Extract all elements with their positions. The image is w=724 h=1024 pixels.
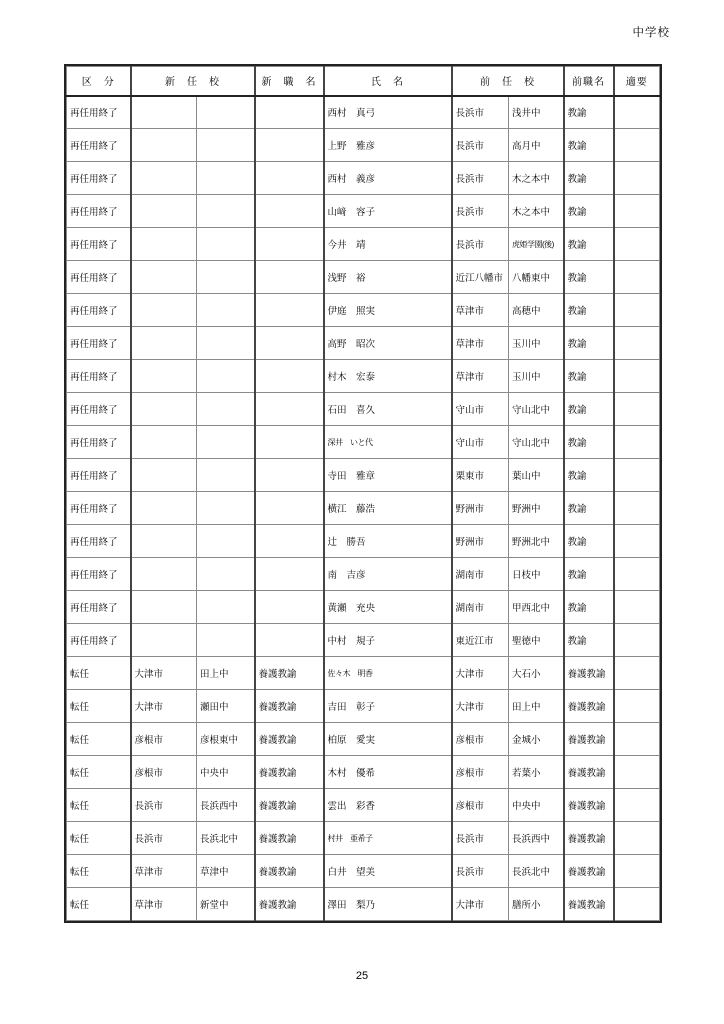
cell-prev-title: 教諭 bbox=[564, 327, 614, 360]
table-row bbox=[67, 228, 660, 261]
cell-prev-city: 草津市 bbox=[452, 327, 509, 360]
cell-name: 雲出 彩香 bbox=[324, 789, 452, 822]
cell-kubun: 転任 bbox=[67, 690, 131, 723]
cell-new-city bbox=[131, 426, 197, 459]
cell-name: 木村 優希 bbox=[324, 756, 452, 789]
page-number: 25 bbox=[355, 970, 369, 982]
cell-note bbox=[614, 261, 660, 294]
cell-prev-title: 教諭 bbox=[564, 624, 614, 657]
cell-name: 西村 真弓 bbox=[324, 96, 452, 129]
cell-note bbox=[614, 327, 660, 360]
cell-new-city bbox=[131, 129, 197, 162]
cell-prev-school: 八幡東中 bbox=[509, 261, 564, 294]
cell-note bbox=[614, 492, 660, 525]
cell-new-school bbox=[197, 294, 255, 327]
cell-new-city bbox=[131, 591, 197, 624]
cell-new-school bbox=[197, 327, 255, 360]
cell-kubun: 転任 bbox=[67, 822, 131, 855]
cell-prev-title: 教諭 bbox=[564, 558, 614, 591]
table-row bbox=[67, 756, 660, 789]
cell-prev-city: 守山市 bbox=[452, 393, 509, 426]
cell-kubun: 転任 bbox=[67, 756, 131, 789]
cell-prev-city: 湖南市 bbox=[452, 591, 509, 624]
cell-prev-title: 教諭 bbox=[564, 360, 614, 393]
cell-prev-school: 守山北中 bbox=[509, 393, 564, 426]
cell-prev-school: 聖徳中 bbox=[509, 624, 564, 657]
cell-name: 山﨑 容子 bbox=[324, 195, 452, 228]
cell-new-title bbox=[255, 492, 324, 525]
cell-prev-title: 教諭 bbox=[564, 426, 614, 459]
cell-prev-city: 長浜市 bbox=[452, 822, 509, 855]
cell-new-title bbox=[255, 294, 324, 327]
cell-prev-school: 日枝中 bbox=[509, 558, 564, 591]
cell-kubun: 再任用終了 bbox=[67, 327, 131, 360]
cell-prev-title: 教諭 bbox=[564, 261, 614, 294]
cell-new-title bbox=[255, 624, 324, 657]
cell-new-city bbox=[131, 162, 197, 195]
cell-prev-city: 長浜市 bbox=[452, 195, 509, 228]
table-row bbox=[67, 492, 660, 525]
cell-note bbox=[614, 525, 660, 558]
cell-kubun: 再任用終了 bbox=[67, 360, 131, 393]
cell-name: 南 吉彦 bbox=[324, 558, 452, 591]
table-header bbox=[67, 67, 660, 96]
cell-new-title bbox=[255, 459, 324, 492]
cell-prev-city: 大津市 bbox=[452, 888, 509, 921]
cell-prev-city: 近江八幡市 bbox=[452, 261, 509, 294]
cell-note bbox=[614, 723, 660, 756]
cell-kubun: 再任用終了 bbox=[67, 228, 131, 261]
cell-prev-title: 養護教諭 bbox=[564, 723, 614, 756]
cell-new-school bbox=[197, 426, 255, 459]
cell-prev-school: 玉川中 bbox=[509, 360, 564, 393]
header-new-school: 新 任 校 bbox=[131, 67, 255, 96]
table-row bbox=[67, 96, 660, 129]
header-kubun: 区 分 bbox=[67, 67, 131, 96]
cell-new-title: 養護教諭 bbox=[255, 723, 324, 756]
table-body bbox=[67, 96, 660, 921]
cell-prev-title: 養護教諭 bbox=[564, 690, 614, 723]
cell-new-city bbox=[131, 228, 197, 261]
cell-new-school: 彦根東中 bbox=[197, 723, 255, 756]
table-row bbox=[67, 261, 660, 294]
table-row bbox=[67, 459, 660, 492]
cell-new-city: 草津市 bbox=[131, 888, 197, 921]
cell-note bbox=[614, 228, 660, 261]
cell-kubun: 転任 bbox=[67, 723, 131, 756]
cell-new-school bbox=[197, 459, 255, 492]
cell-new-title bbox=[255, 525, 324, 558]
cell-name: 深井 いと代 bbox=[324, 426, 452, 459]
cell-kubun: 再任用終了 bbox=[67, 162, 131, 195]
cell-name: 寺田 雅章 bbox=[324, 459, 452, 492]
table-row bbox=[67, 294, 660, 327]
cell-new-city: 長浜市 bbox=[131, 822, 197, 855]
personnel-table bbox=[66, 66, 660, 921]
cell-kubun: 再任用終了 bbox=[67, 426, 131, 459]
cell-note bbox=[614, 96, 660, 129]
cell-new-city bbox=[131, 393, 197, 426]
cell-prev-title: 教諭 bbox=[564, 195, 614, 228]
cell-new-title bbox=[255, 195, 324, 228]
cell-new-title bbox=[255, 162, 324, 195]
cell-prev-city: 栗東市 bbox=[452, 459, 509, 492]
cell-prev-city: 長浜市 bbox=[452, 129, 509, 162]
cell-new-title bbox=[255, 558, 324, 591]
cell-name: 辻 勝吾 bbox=[324, 525, 452, 558]
cell-prev-school: 長浜西中 bbox=[509, 822, 564, 855]
cell-name: 西村 義彦 bbox=[324, 162, 452, 195]
cell-note bbox=[614, 558, 660, 591]
cell-new-title bbox=[255, 426, 324, 459]
cell-name: 村木 宏泰 bbox=[324, 360, 452, 393]
cell-note bbox=[614, 129, 660, 162]
cell-prev-school: 甲西北中 bbox=[509, 591, 564, 624]
cell-kubun: 転任 bbox=[67, 888, 131, 921]
cell-note bbox=[614, 624, 660, 657]
cell-kubun: 再任用終了 bbox=[67, 525, 131, 558]
cell-prev-city: 長浜市 bbox=[452, 96, 509, 129]
cell-prev-title: 教諭 bbox=[564, 129, 614, 162]
cell-new-city bbox=[131, 294, 197, 327]
cell-kubun: 再任用終了 bbox=[67, 129, 131, 162]
cell-new-title: 養護教諭 bbox=[255, 888, 324, 921]
cell-new-school bbox=[197, 591, 255, 624]
cell-prev-school: 葉山中 bbox=[509, 459, 564, 492]
cell-new-city bbox=[131, 195, 197, 228]
cell-new-city bbox=[131, 96, 197, 129]
cell-note bbox=[614, 690, 660, 723]
cell-prev-title: 教諭 bbox=[564, 162, 614, 195]
cell-new-school bbox=[197, 393, 255, 426]
cell-prev-school: 金城小 bbox=[509, 723, 564, 756]
cell-kubun: 再任用終了 bbox=[67, 96, 131, 129]
table-row bbox=[67, 723, 660, 756]
cell-new-title: 養護教諭 bbox=[255, 855, 324, 888]
table-row bbox=[67, 393, 660, 426]
table-row bbox=[67, 591, 660, 624]
cell-prev-school: 浅井中 bbox=[509, 96, 564, 129]
cell-new-school bbox=[197, 96, 255, 129]
cell-prev-school: 高穂中 bbox=[509, 294, 564, 327]
cell-prev-city: 湖南市 bbox=[452, 558, 509, 591]
cell-new-school: 草津中 bbox=[197, 855, 255, 888]
cell-kubun: 転任 bbox=[67, 789, 131, 822]
cell-prev-city: 守山市 bbox=[452, 426, 509, 459]
cell-new-city bbox=[131, 492, 197, 525]
cell-kubun: 再任用終了 bbox=[67, 195, 131, 228]
cell-prev-school: 高月中 bbox=[509, 129, 564, 162]
cell-new-school: 新堂中 bbox=[197, 888, 255, 921]
cell-new-title bbox=[255, 360, 324, 393]
table-row bbox=[67, 855, 660, 888]
cell-prev-title: 教諭 bbox=[564, 525, 614, 558]
cell-prev-city: 彦根市 bbox=[452, 723, 509, 756]
cell-note bbox=[614, 855, 660, 888]
cell-new-school bbox=[197, 360, 255, 393]
cell-note bbox=[614, 195, 660, 228]
cell-new-city: 大津市 bbox=[131, 657, 197, 690]
cell-new-school bbox=[197, 525, 255, 558]
cell-new-title bbox=[255, 327, 324, 360]
cell-note bbox=[614, 294, 660, 327]
cell-prev-title: 教諭 bbox=[564, 459, 614, 492]
header-note: 適要 bbox=[614, 67, 660, 96]
header-prev-title: 前職名 bbox=[564, 67, 614, 96]
cell-prev-school: 若葉小 bbox=[509, 756, 564, 789]
table-row bbox=[67, 426, 660, 459]
cell-note bbox=[614, 393, 660, 426]
cell-prev-title: 教諭 bbox=[564, 591, 614, 624]
cell-prev-title: 養護教諭 bbox=[564, 855, 614, 888]
cell-new-school: 長浜北中 bbox=[197, 822, 255, 855]
table-row bbox=[67, 888, 660, 921]
cell-prev-city: 東近江市 bbox=[452, 624, 509, 657]
cell-new-city bbox=[131, 327, 197, 360]
table-row bbox=[67, 657, 660, 690]
cell-name: 上野 雅彦 bbox=[324, 129, 452, 162]
cell-prev-city: 草津市 bbox=[452, 360, 509, 393]
cell-kubun: 再任用終了 bbox=[67, 558, 131, 591]
cell-kubun: 転任 bbox=[67, 855, 131, 888]
cell-name: 横江 藤浩 bbox=[324, 492, 452, 525]
cell-note bbox=[614, 822, 660, 855]
cell-note bbox=[614, 657, 660, 690]
table-row bbox=[67, 327, 660, 360]
cell-kubun: 再任用終了 bbox=[67, 492, 131, 525]
cell-prev-title: 養護教諭 bbox=[564, 657, 614, 690]
cell-new-title bbox=[255, 228, 324, 261]
cell-prev-school: 玉川中 bbox=[509, 327, 564, 360]
table-row bbox=[67, 162, 660, 195]
cell-prev-city: 彦根市 bbox=[452, 789, 509, 822]
cell-kubun: 再任用終了 bbox=[67, 294, 131, 327]
cell-new-school bbox=[197, 558, 255, 591]
cell-name: 今井 靖 bbox=[324, 228, 452, 261]
table-row bbox=[67, 195, 660, 228]
cell-note bbox=[614, 789, 660, 822]
cell-prev-city: 長浜市 bbox=[452, 162, 509, 195]
cell-new-title: 養護教諭 bbox=[255, 657, 324, 690]
cell-prev-city: 長浜市 bbox=[452, 855, 509, 888]
cell-kubun: 再任用終了 bbox=[67, 261, 131, 294]
cell-prev-title: 教諭 bbox=[564, 294, 614, 327]
cell-prev-school: 木之本中 bbox=[509, 162, 564, 195]
cell-new-school bbox=[197, 162, 255, 195]
cell-new-school: 長浜西中 bbox=[197, 789, 255, 822]
cell-note bbox=[614, 591, 660, 624]
header-prev-school: 前 任 校 bbox=[452, 67, 564, 96]
cell-prev-city: 大津市 bbox=[452, 657, 509, 690]
cell-new-city bbox=[131, 558, 197, 591]
cell-prev-title: 教諭 bbox=[564, 228, 614, 261]
cell-prev-city: 野洲市 bbox=[452, 492, 509, 525]
cell-new-city: 彦根市 bbox=[131, 756, 197, 789]
cell-new-title bbox=[255, 96, 324, 129]
cell-prev-school: 長浜北中 bbox=[509, 855, 564, 888]
cell-name: 吉田 彰子 bbox=[324, 690, 452, 723]
cell-kubun: 再任用終了 bbox=[67, 459, 131, 492]
cell-prev-school: 虎姫学園(後) bbox=[509, 228, 564, 261]
cell-prev-school: 膳所小 bbox=[509, 888, 564, 921]
cell-prev-title: 教諭 bbox=[564, 393, 614, 426]
cell-new-city bbox=[131, 459, 197, 492]
section-label: 中学校 bbox=[632, 27, 670, 39]
cell-new-city: 草津市 bbox=[131, 855, 197, 888]
personnel-table-wrapper bbox=[64, 64, 662, 923]
table-row bbox=[67, 789, 660, 822]
table-row bbox=[67, 558, 660, 591]
cell-name: 浅野 裕 bbox=[324, 261, 452, 294]
cell-new-school: 瀬田中 bbox=[197, 690, 255, 723]
cell-new-city bbox=[131, 360, 197, 393]
cell-prev-title: 教諭 bbox=[564, 492, 614, 525]
cell-prev-title: 養護教諭 bbox=[564, 789, 614, 822]
table-row bbox=[67, 360, 660, 393]
cell-new-title: 養護教諭 bbox=[255, 822, 324, 855]
cell-kubun: 再任用終了 bbox=[67, 591, 131, 624]
cell-name: 伊庭 照実 bbox=[324, 294, 452, 327]
table-row bbox=[67, 822, 660, 855]
cell-new-school bbox=[197, 228, 255, 261]
cell-new-school bbox=[197, 261, 255, 294]
cell-new-city: 長浜市 bbox=[131, 789, 197, 822]
cell-kubun: 転任 bbox=[67, 657, 131, 690]
header-new-title: 新 職 名 bbox=[255, 67, 324, 96]
cell-new-school: 中央中 bbox=[197, 756, 255, 789]
cell-prev-school: 木之本中 bbox=[509, 195, 564, 228]
cell-prev-title: 養護教諭 bbox=[564, 822, 614, 855]
header-name: 氏 名 bbox=[324, 67, 452, 96]
cell-name: 佐々木 明香 bbox=[324, 657, 452, 690]
cell-note bbox=[614, 756, 660, 789]
cell-new-school: 田上中 bbox=[197, 657, 255, 690]
header-row bbox=[67, 67, 660, 96]
cell-new-title: 養護教諭 bbox=[255, 756, 324, 789]
cell-prev-city: 大津市 bbox=[452, 690, 509, 723]
cell-note bbox=[614, 888, 660, 921]
cell-name: 白井 望美 bbox=[324, 855, 452, 888]
cell-name: 村井 亜希子 bbox=[324, 822, 452, 855]
cell-prev-city: 長浜市 bbox=[452, 228, 509, 261]
cell-prev-title: 養護教諭 bbox=[564, 888, 614, 921]
cell-prev-school: 野洲中 bbox=[509, 492, 564, 525]
cell-new-title bbox=[255, 591, 324, 624]
cell-prev-school: 中央中 bbox=[509, 789, 564, 822]
cell-kubun: 再任用終了 bbox=[67, 624, 131, 657]
cell-prev-school: 大石小 bbox=[509, 657, 564, 690]
cell-name: 澤田 梨乃 bbox=[324, 888, 452, 921]
cell-prev-city: 彦根市 bbox=[452, 756, 509, 789]
cell-new-city bbox=[131, 525, 197, 558]
table-row bbox=[67, 129, 660, 162]
cell-new-school bbox=[197, 492, 255, 525]
table-row bbox=[67, 624, 660, 657]
cell-new-title bbox=[255, 129, 324, 162]
cell-prev-title: 養護教諭 bbox=[564, 756, 614, 789]
cell-kubun: 再任用終了 bbox=[67, 393, 131, 426]
cell-prev-city: 野洲市 bbox=[452, 525, 509, 558]
cell-new-city bbox=[131, 261, 197, 294]
cell-prev-title: 教諭 bbox=[564, 96, 614, 129]
cell-note bbox=[614, 162, 660, 195]
cell-name: 石田 喜久 bbox=[324, 393, 452, 426]
cell-new-title bbox=[255, 261, 324, 294]
cell-prev-school: 田上中 bbox=[509, 690, 564, 723]
cell-note bbox=[614, 360, 660, 393]
table-row bbox=[67, 690, 660, 723]
cell-new-school bbox=[197, 195, 255, 228]
cell-new-city: 大津市 bbox=[131, 690, 197, 723]
cell-name: 黄瀬 充央 bbox=[324, 591, 452, 624]
cell-name: 柏原 愛実 bbox=[324, 723, 452, 756]
cell-prev-school: 野洲北中 bbox=[509, 525, 564, 558]
cell-new-title: 養護教諭 bbox=[255, 690, 324, 723]
cell-name: 中村 規子 bbox=[324, 624, 452, 657]
cell-prev-city: 草津市 bbox=[452, 294, 509, 327]
cell-prev-school: 守山北中 bbox=[509, 426, 564, 459]
cell-name: 高野 昭次 bbox=[324, 327, 452, 360]
cell-new-city: 彦根市 bbox=[131, 723, 197, 756]
cell-note bbox=[614, 459, 660, 492]
cell-new-school bbox=[197, 129, 255, 162]
cell-new-title bbox=[255, 393, 324, 426]
table-row bbox=[67, 525, 660, 558]
cell-new-school bbox=[197, 624, 255, 657]
cell-new-title: 養護教諭 bbox=[255, 789, 324, 822]
cell-new-city bbox=[131, 624, 197, 657]
cell-note bbox=[614, 426, 660, 459]
